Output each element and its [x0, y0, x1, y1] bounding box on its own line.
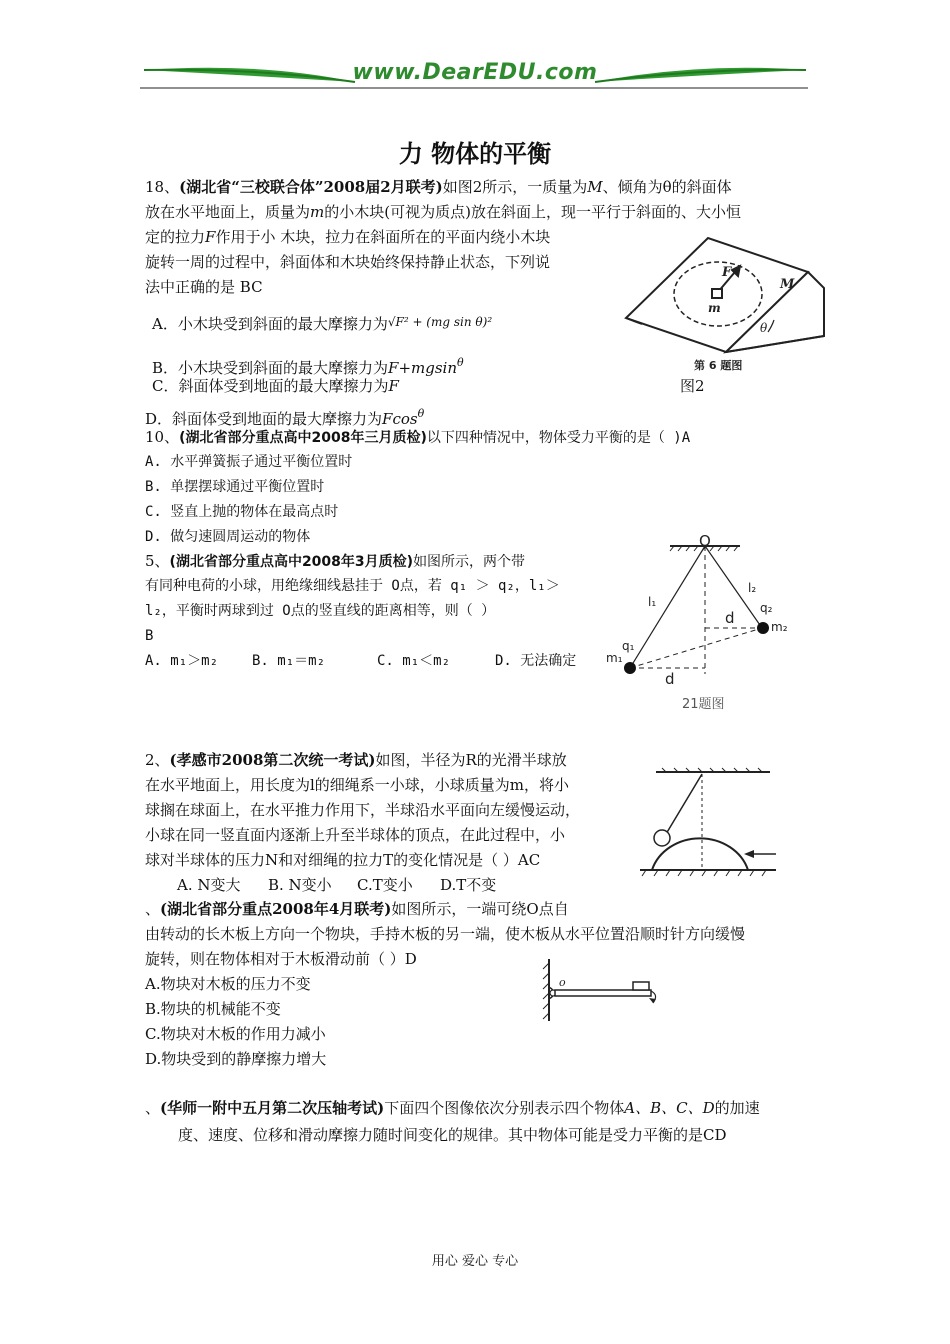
q-board-line1: 、(湖北省部分重点2008年4月联考)如图所示，一端可绕O点自 [145, 900, 569, 918]
q18-line1: 18、(湖北省“三校联合体”2008届2月联考)如图2所示，一质量为M、倾角为θ的斜面体 [145, 178, 732, 196]
svg-text:l₁: l₁ [648, 595, 657, 609]
fig-inner-caption: 第 6 题图 [694, 359, 743, 372]
q18-option-d: D．斜面体受到地面的最大摩擦力为Fcos$^\theta$ [145, 407, 425, 428]
q-board-line2: 由转动的长木板上方向一个物块，手持木板的另一端，使木板从水平位置沿顺时针方向缓慢 [145, 925, 746, 943]
small-ball [654, 830, 670, 846]
q5-option-d: D. 无法确定 [495, 653, 577, 669]
svg-text:o: o [559, 976, 566, 989]
q2-option-b: B. N变小 [268, 876, 332, 894]
figure-2-caption: 图2 [680, 377, 705, 395]
q2-option-d: D.T不变 [440, 876, 497, 894]
page-title: 力 物体的平衡 [398, 140, 552, 168]
q2-line2: 在水平地面上，用长度为l的细绳系一小球，小球质量为m，将小 [145, 776, 570, 794]
svg-text:O: O [699, 534, 711, 550]
footer-text: 用心 爱心 专心 [431, 1254, 519, 1269]
svg-text:d: d [725, 609, 735, 627]
q2-line4: 小球在同一竖直面内逐渐上升至半球体的顶点，在此过程中，小 [145, 826, 566, 844]
svg-text:m₂: m₂ [771, 620, 788, 634]
q10-question: 10、(湖北省部分重点高中2008年三月质检)以下四种情况中，物体受力平衡的是（ )A [145, 428, 691, 446]
q5-answer: B [145, 628, 154, 644]
q2-option-a: A. N变大 [177, 876, 241, 894]
logo-text: www.DearEDU.com [352, 60, 598, 85]
ball-m1 [624, 662, 636, 674]
q-board-option-d: D.物块受到的静摩擦力增大 [145, 1050, 327, 1068]
q18-option-a: A．小木块受到斜面的最大摩擦力为$^{√F^2 + (mg sin \theta)^2}$ [152, 315, 493, 333]
q2-line1: 2、(孝感市2008第二次统一考试)如图，半径为R的光滑半球放 [145, 751, 567, 769]
q-graph-line2: 度、速度、位移和滑动摩擦力随时间变化的规律。其中物体可能是受力平衡的是CD [178, 1126, 727, 1144]
svg-text:l₂: l₂ [748, 581, 757, 595]
q18-line3: 定的拉力F作用于小 木块，拉力在斜面所在的平面内绕小木块 [145, 228, 551, 246]
fig-label-M: M [780, 277, 795, 292]
fig-21-caption: 21题图 [682, 697, 725, 712]
q10-option-a: A. 水平弹簧振子通过平衡位置时 [145, 454, 353, 470]
q-board-option-b: B.物块的机械能不变 [145, 1000, 281, 1018]
q5-line3: l₂，平衡时两球到过 O点的竖直线的距离相等，则（ ） [145, 603, 496, 619]
q10-option-c: C. 竖直上抛的物体在最高点时 [145, 504, 339, 520]
q18-option-c: C．斜面体受到地面的最大摩擦力为F [152, 377, 399, 395]
q2-option-c: C.T变小 [357, 876, 413, 894]
hemisphere-figure [636, 766, 780, 886]
fig-label-F: F [722, 265, 732, 280]
q2-line3: 球搁在球面上，在水平推力作用下，半球沿水平面向左缓慢运动， [145, 801, 581, 819]
ball-m2 [757, 622, 769, 634]
q5-option-b: B. m₁＝m₂ [252, 653, 326, 669]
q5-line2: 有同种电荷的小球，用绝缘细线悬挂于 O点，若 q₁ ＞ q₂，l₁＞ [145, 578, 560, 594]
q5-option-c: C. m₁＜m₂ [377, 653, 451, 669]
board-figure [535, 955, 665, 1025]
incline-figure [622, 232, 832, 374]
fig-label-m: m [708, 301, 721, 315]
q10-option-d: D. 做匀速圆周运动的物体 [145, 529, 311, 545]
q18-line4: 旋转一周的过程中，斜面体和木块始终保持静止状态，下列说 [145, 253, 551, 271]
q18-option-b: B．小木块受到斜面的最大摩擦力为F+mgsin$^\theta$ [152, 356, 464, 377]
q18-line2: 放在水平地面上，质量为m的小木块(可视为质点)放在斜面上，现一平行于斜面的、大小恒 [145, 203, 741, 221]
svg-text:m₁: m₁ [606, 651, 623, 665]
pendulum-figure [600, 534, 800, 714]
q10-option-b: B. 单摆摆球通过平衡位置时 [145, 479, 325, 495]
svg-text:d: d [665, 670, 675, 688]
q18-line5: 法中正确的是 BC [145, 278, 263, 296]
q2-line5: 球对半球体的压力N和对细绳的拉力T的变化情况是（ ）AC [145, 851, 541, 869]
q5-option-a: A. m₁＞m₂ [145, 653, 219, 669]
q-board-option-a: A.物块对木板的压力不变 [145, 975, 311, 993]
q5-line1: 5、(湖北省部分重点高中2008年3月质检)如图所示，两个带 [145, 552, 526, 570]
q-board-line3: 旋转，则在物体相对于木板滑动前（ ）D [145, 950, 417, 968]
svg-text:q₂: q₂ [760, 601, 773, 615]
q-board-option-c: C.物块对木板的作用力减小 [145, 1025, 326, 1043]
q-graph-line1: 、(华师一附中五月第二次压轴考试)下面四个图像依次分别表示四个物体A、B、C、D的加速 [145, 1099, 760, 1117]
svg-text:q₁: q₁ [622, 639, 635, 653]
fig-label-theta: θ [760, 321, 768, 335]
